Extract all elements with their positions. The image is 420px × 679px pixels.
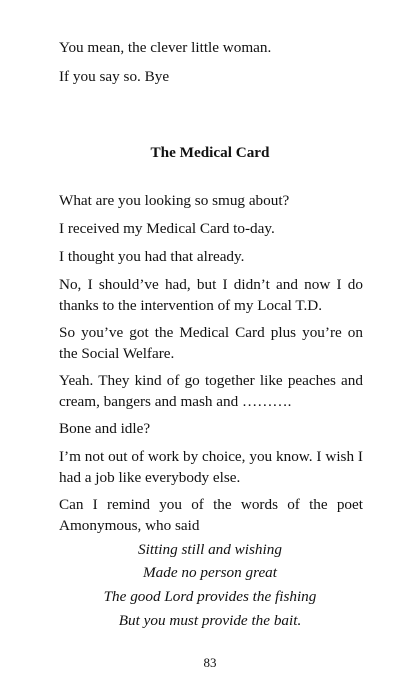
dialogue-line: I thought you had that already. (59, 248, 245, 265)
section-title: The Medical Card (150, 144, 270, 161)
page-number: 83 (203, 655, 217, 670)
poem-line: But you must provide the bait. (118, 612, 302, 629)
dialogue-line: You mean, the clever little woman. (59, 39, 272, 56)
dialogue-paragraph: So you’ve got the Medical Card plus you’re on the Social Welfare. (59, 324, 363, 362)
dialogue-line: Bone and idle? (59, 420, 151, 437)
poem-line: Made no person great (143, 564, 277, 581)
dialogue-paragraph: No, I should’ve had, but I didn’t and now I do thanks to the intervention of my Local T.D. (59, 276, 363, 314)
dialogue-line: If you say so. Bye (59, 68, 170, 85)
dialogue-line: What are you looking so smug about? (59, 192, 290, 209)
dialogue-paragraph: I’m not out of work by choice, you know. I wish I had a job like everybody else. (59, 448, 363, 486)
dialogue-paragraph: Yeah. They kind of go together like peaches and cream, bangers and mash and ………. (59, 372, 363, 410)
poem-line: Sitting still and wishing (138, 541, 282, 558)
dialogue-paragraph: Can I remind you of the words of the poet Amonymous, who said (59, 496, 363, 534)
dialogue-line: I received my Medical Card to-day. (59, 220, 275, 237)
poem-line: The good Lord provides the fishing (103, 588, 317, 605)
